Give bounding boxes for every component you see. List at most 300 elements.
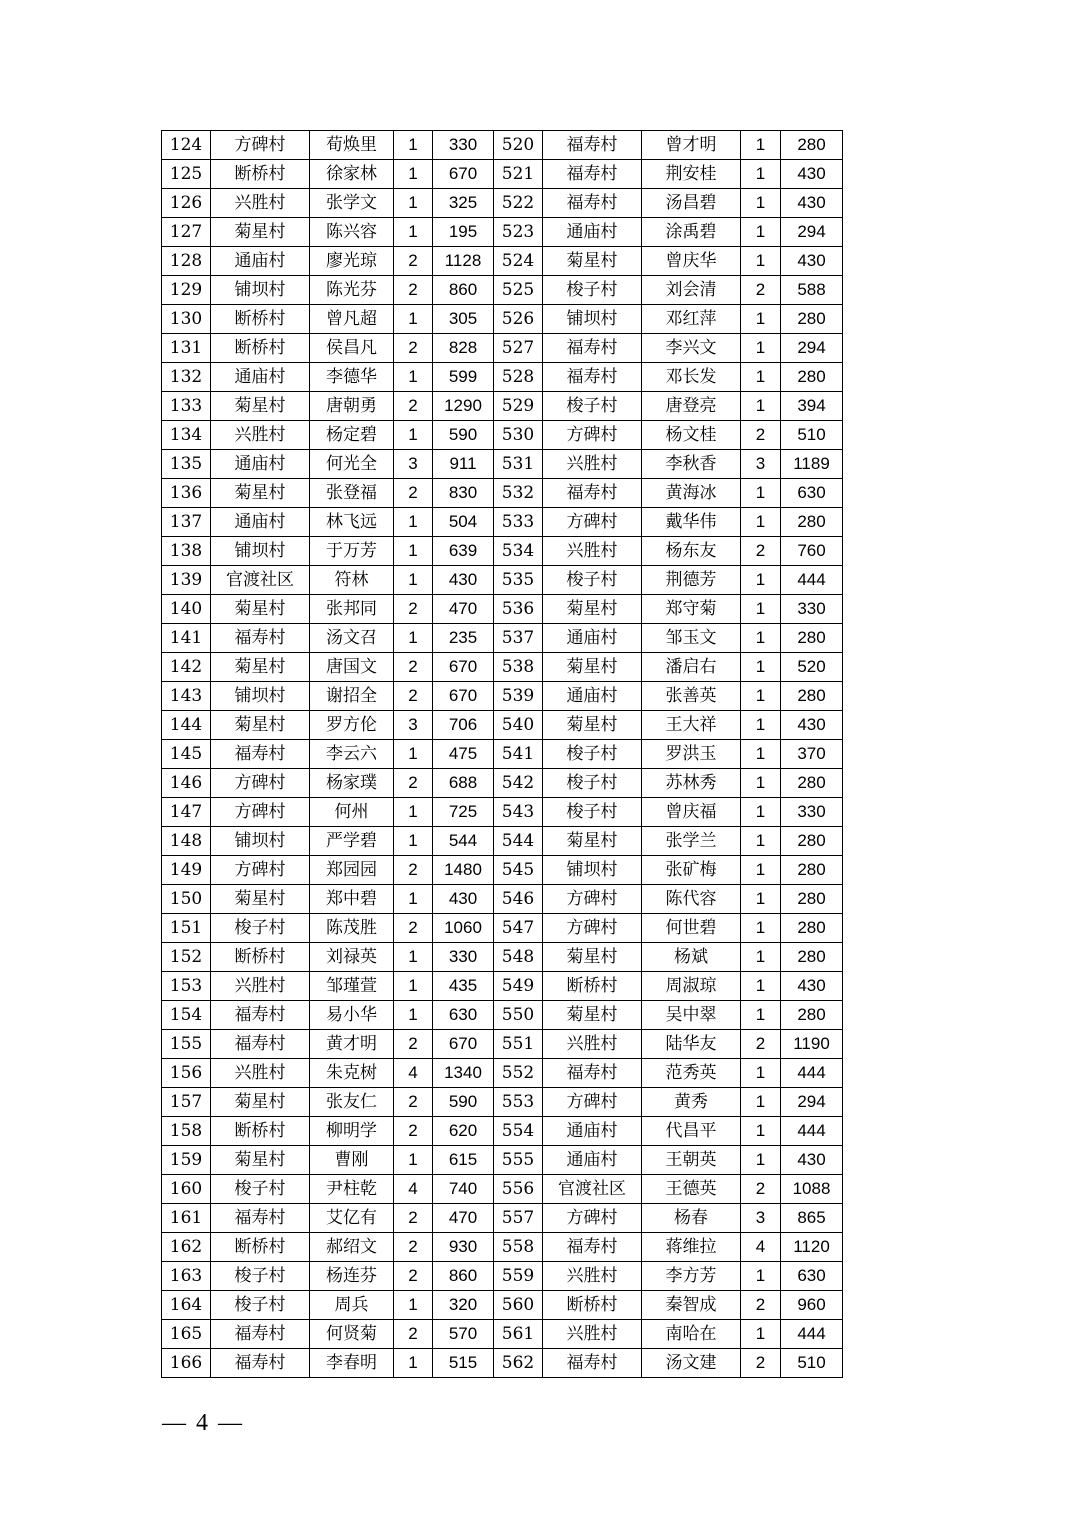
serial-number-cell: 522 xyxy=(494,189,543,218)
serial-number-cell: 561 xyxy=(494,1320,543,1349)
name-cell: 涂禹碧 xyxy=(642,218,741,247)
name-cell: 蒋维拉 xyxy=(642,1233,741,1262)
name-cell: 刘禄英 xyxy=(310,943,394,972)
amount-cell: 570 xyxy=(433,1320,494,1349)
name-cell: 曾才明 xyxy=(642,131,741,160)
name-cell: 戴华伟 xyxy=(642,508,741,537)
household-size-cell: 2 xyxy=(394,1233,433,1262)
serial-number-cell: 545 xyxy=(494,856,543,885)
amount-cell: 960 xyxy=(781,1291,843,1320)
village-cell: 菊星村 xyxy=(543,827,642,856)
name-cell: 杨东友 xyxy=(642,537,741,566)
name-cell: 李德华 xyxy=(310,363,394,392)
household-size-cell: 2 xyxy=(741,1291,781,1320)
household-size-cell: 1 xyxy=(394,131,433,160)
name-cell: 郑中碧 xyxy=(310,885,394,914)
table-row xyxy=(162,914,843,943)
serial-number-cell: 542 xyxy=(494,769,543,798)
name-cell: 代昌平 xyxy=(642,1117,741,1146)
household-size-cell: 1 xyxy=(394,363,433,392)
village-cell: 通庙村 xyxy=(211,508,310,537)
amount-cell: 1290 xyxy=(433,392,494,421)
serial-number-cell: 524 xyxy=(494,247,543,276)
village-cell: 方碑村 xyxy=(543,885,642,914)
serial-number-cell: 528 xyxy=(494,363,543,392)
household-size-cell: 1 xyxy=(741,334,781,363)
amount-cell: 588 xyxy=(781,276,843,305)
village-cell: 菊星村 xyxy=(543,595,642,624)
amount-cell: 430 xyxy=(781,247,843,276)
table-row xyxy=(162,276,843,305)
household-size-cell: 1 xyxy=(741,392,781,421)
household-size-cell: 2 xyxy=(394,247,433,276)
table-row xyxy=(162,624,843,653)
household-size-cell: 1 xyxy=(394,798,433,827)
village-cell: 方碑村 xyxy=(211,856,310,885)
serial-number-cell: 139 xyxy=(162,566,211,595)
serial-number-cell: 540 xyxy=(494,711,543,740)
amount-cell: 1088 xyxy=(781,1175,843,1204)
serial-number-cell: 541 xyxy=(494,740,543,769)
table-row xyxy=(162,856,843,885)
village-cell: 通庙村 xyxy=(543,1146,642,1175)
amount-cell: 280 xyxy=(781,769,843,798)
village-cell: 兴胜村 xyxy=(211,1059,310,1088)
name-cell: 邓红萍 xyxy=(642,305,741,334)
table-row xyxy=(162,1059,843,1088)
village-cell: 官渡社区 xyxy=(543,1175,642,1204)
name-cell: 荀焕里 xyxy=(310,131,394,160)
serial-number-cell: 149 xyxy=(162,856,211,885)
serial-number-cell: 146 xyxy=(162,769,211,798)
amount-cell: 630 xyxy=(781,1262,843,1291)
name-cell: 黄海冰 xyxy=(642,479,741,508)
household-size-cell: 2 xyxy=(741,1349,781,1378)
household-size-cell: 3 xyxy=(394,711,433,740)
amount-cell: 865 xyxy=(781,1204,843,1233)
serial-number-cell: 543 xyxy=(494,798,543,827)
village-cell: 铺坝村 xyxy=(211,827,310,856)
village-cell: 福寿村 xyxy=(211,1349,310,1378)
household-size-cell: 2 xyxy=(394,334,433,363)
serial-number-cell: 131 xyxy=(162,334,211,363)
household-size-cell: 1 xyxy=(394,1349,433,1378)
table-row xyxy=(162,392,843,421)
name-cell: 陈兴容 xyxy=(310,218,394,247)
serial-number-cell: 531 xyxy=(494,450,543,479)
village-cell: 兴胜村 xyxy=(211,972,310,1001)
amount-cell: 1480 xyxy=(433,856,494,885)
village-cell: 福寿村 xyxy=(543,479,642,508)
amount-cell: 688 xyxy=(433,769,494,798)
serial-number-cell: 147 xyxy=(162,798,211,827)
table-row xyxy=(162,1117,843,1146)
serial-number-cell: 133 xyxy=(162,392,211,421)
name-cell: 严学碧 xyxy=(310,827,394,856)
household-size-cell: 4 xyxy=(394,1175,433,1204)
household-size-cell: 1 xyxy=(394,827,433,856)
amount-cell: 325 xyxy=(433,189,494,218)
table-row xyxy=(162,566,843,595)
household-size-cell: 2 xyxy=(394,769,433,798)
village-cell: 菊星村 xyxy=(211,1146,310,1175)
serial-number-cell: 157 xyxy=(162,1088,211,1117)
household-size-cell: 1 xyxy=(741,1146,781,1175)
name-cell: 柳明学 xyxy=(310,1117,394,1146)
name-cell: 潘启右 xyxy=(642,653,741,682)
amount-cell: 280 xyxy=(781,885,843,914)
name-cell: 陈代容 xyxy=(642,885,741,914)
name-cell: 周兵 xyxy=(310,1291,394,1320)
household-size-cell: 1 xyxy=(394,885,433,914)
household-size-cell: 1 xyxy=(394,1146,433,1175)
amount-cell: 599 xyxy=(433,363,494,392)
serial-number-cell: 160 xyxy=(162,1175,211,1204)
village-cell: 菊星村 xyxy=(543,247,642,276)
village-cell: 通庙村 xyxy=(543,1117,642,1146)
name-cell: 李秋香 xyxy=(642,450,741,479)
name-cell: 秦智成 xyxy=(642,1291,741,1320)
village-cell: 铺坝村 xyxy=(543,856,642,885)
serial-number-cell: 562 xyxy=(494,1349,543,1378)
village-cell: 福寿村 xyxy=(211,1320,310,1349)
name-cell: 徐家林 xyxy=(310,160,394,189)
amount-cell: 280 xyxy=(781,856,843,885)
name-cell: 杨连芬 xyxy=(310,1262,394,1291)
amount-cell: 544 xyxy=(433,827,494,856)
amount-cell: 830 xyxy=(433,479,494,508)
name-cell: 邓长发 xyxy=(642,363,741,392)
name-cell: 陈光芬 xyxy=(310,276,394,305)
name-cell: 曹刚 xyxy=(310,1146,394,1175)
village-cell: 福寿村 xyxy=(211,1001,310,1030)
table-row xyxy=(162,1349,843,1378)
name-cell: 杨斌 xyxy=(642,943,741,972)
table-row xyxy=(162,1262,843,1291)
name-cell: 张学文 xyxy=(310,189,394,218)
village-cell: 兴胜村 xyxy=(543,1320,642,1349)
table-row xyxy=(162,1175,843,1204)
name-cell: 汤文召 xyxy=(310,624,394,653)
serial-number-cell: 553 xyxy=(494,1088,543,1117)
household-size-cell: 1 xyxy=(394,740,433,769)
name-cell: 张友仁 xyxy=(310,1088,394,1117)
village-cell: 福寿村 xyxy=(543,1233,642,1262)
name-cell: 易小华 xyxy=(310,1001,394,1030)
amount-cell: 330 xyxy=(781,798,843,827)
amount-cell: 294 xyxy=(781,1088,843,1117)
serial-number-cell: 126 xyxy=(162,189,211,218)
name-cell: 邹瑾萱 xyxy=(310,972,394,1001)
name-cell: 杨春 xyxy=(642,1204,741,1233)
serial-number-cell: 527 xyxy=(494,334,543,363)
table-row xyxy=(162,740,843,769)
village-cell: 梭子村 xyxy=(543,740,642,769)
serial-number-cell: 557 xyxy=(494,1204,543,1233)
serial-number-cell: 150 xyxy=(162,885,211,914)
amount-cell: 235 xyxy=(433,624,494,653)
household-size-cell: 3 xyxy=(394,450,433,479)
household-size-cell: 3 xyxy=(741,1204,781,1233)
serial-number-cell: 544 xyxy=(494,827,543,856)
serial-number-cell: 158 xyxy=(162,1117,211,1146)
page-number: — 4 — xyxy=(162,1410,244,1436)
name-cell: 罗洪玉 xyxy=(642,740,741,769)
table-row xyxy=(162,595,843,624)
serial-number-cell: 125 xyxy=(162,160,211,189)
serial-number-cell: 142 xyxy=(162,653,211,682)
household-size-cell: 1 xyxy=(741,1001,781,1030)
name-cell: 何光全 xyxy=(310,450,394,479)
household-size-cell: 1 xyxy=(394,1291,433,1320)
amount-cell: 630 xyxy=(433,1001,494,1030)
name-cell: 郑园园 xyxy=(310,856,394,885)
village-cell: 菊星村 xyxy=(211,653,310,682)
village-cell: 铺坝村 xyxy=(211,537,310,566)
amount-cell: 280 xyxy=(781,305,843,334)
serial-number-cell: 162 xyxy=(162,1233,211,1262)
amount-cell: 394 xyxy=(781,392,843,421)
serial-number-cell: 554 xyxy=(494,1117,543,1146)
name-cell: 谢招全 xyxy=(310,682,394,711)
name-cell: 李春明 xyxy=(310,1349,394,1378)
amount-cell: 280 xyxy=(781,682,843,711)
village-cell: 官渡社区 xyxy=(211,566,310,595)
village-cell: 铺坝村 xyxy=(543,305,642,334)
village-cell: 菊星村 xyxy=(543,943,642,972)
name-cell: 唐登亮 xyxy=(642,392,741,421)
amount-cell: 470 xyxy=(433,1204,494,1233)
serial-number-cell: 532 xyxy=(494,479,543,508)
name-cell: 吴中翠 xyxy=(642,1001,741,1030)
village-cell: 兴胜村 xyxy=(211,189,310,218)
amount-cell: 475 xyxy=(433,740,494,769)
name-cell: 郝绍文 xyxy=(310,1233,394,1262)
village-cell: 福寿村 xyxy=(211,740,310,769)
serial-number-cell: 129 xyxy=(162,276,211,305)
table-row xyxy=(162,334,843,363)
amount-cell: 504 xyxy=(433,508,494,537)
amount-cell: 444 xyxy=(781,566,843,595)
name-cell: 侯昌凡 xyxy=(310,334,394,363)
village-cell: 铺坝村 xyxy=(211,682,310,711)
amount-cell: 280 xyxy=(781,131,843,160)
name-cell: 汤文建 xyxy=(642,1349,741,1378)
household-size-cell: 1 xyxy=(741,1088,781,1117)
village-cell: 通庙村 xyxy=(211,363,310,392)
amount-cell: 670 xyxy=(433,682,494,711)
name-cell: 荆安桂 xyxy=(642,160,741,189)
household-size-cell: 2 xyxy=(394,479,433,508)
amount-cell: 670 xyxy=(433,160,494,189)
table-row xyxy=(162,1204,843,1233)
serial-number-cell: 132 xyxy=(162,363,211,392)
amount-cell: 280 xyxy=(781,624,843,653)
village-cell: 菊星村 xyxy=(543,1001,642,1030)
amount-cell: 740 xyxy=(433,1175,494,1204)
name-cell: 唐国文 xyxy=(310,653,394,682)
household-size-cell: 1 xyxy=(394,537,433,566)
name-cell: 黄秀 xyxy=(642,1088,741,1117)
amount-cell: 860 xyxy=(433,1262,494,1291)
village-cell: 方碑村 xyxy=(543,1088,642,1117)
amount-cell: 620 xyxy=(433,1117,494,1146)
household-size-cell: 2 xyxy=(394,1262,433,1291)
serial-number-cell: 163 xyxy=(162,1262,211,1291)
village-cell: 梭子村 xyxy=(543,392,642,421)
village-cell: 菊星村 xyxy=(211,479,310,508)
household-size-cell: 2 xyxy=(394,1320,433,1349)
serial-number-cell: 140 xyxy=(162,595,211,624)
village-cell: 福寿村 xyxy=(211,1030,310,1059)
table-row xyxy=(162,508,843,537)
household-size-cell: 1 xyxy=(741,653,781,682)
table-row xyxy=(162,682,843,711)
serial-number-cell: 166 xyxy=(162,1349,211,1378)
amount-cell: 444 xyxy=(781,1117,843,1146)
serial-number-cell: 159 xyxy=(162,1146,211,1175)
household-size-cell: 2 xyxy=(394,914,433,943)
village-cell: 断桥村 xyxy=(211,305,310,334)
serial-number-cell: 548 xyxy=(494,943,543,972)
name-cell: 朱克树 xyxy=(310,1059,394,1088)
village-cell: 梭子村 xyxy=(543,769,642,798)
serial-number-cell: 143 xyxy=(162,682,211,711)
village-cell: 通庙村 xyxy=(211,450,310,479)
name-cell: 苏林秀 xyxy=(642,769,741,798)
household-size-cell: 1 xyxy=(741,305,781,334)
table-row xyxy=(162,305,843,334)
amount-cell: 590 xyxy=(433,421,494,450)
village-cell: 铺坝村 xyxy=(211,276,310,305)
village-cell: 通庙村 xyxy=(211,247,310,276)
amount-cell: 430 xyxy=(781,1146,843,1175)
household-size-cell: 2 xyxy=(394,653,433,682)
village-cell: 菊星村 xyxy=(211,711,310,740)
serial-number-cell: 526 xyxy=(494,305,543,334)
serial-number-cell: 546 xyxy=(494,885,543,914)
name-cell: 荆德芳 xyxy=(642,566,741,595)
name-cell: 杨定碧 xyxy=(310,421,394,450)
name-cell: 黄才明 xyxy=(310,1030,394,1059)
name-cell: 曾庆福 xyxy=(642,798,741,827)
serial-number-cell: 520 xyxy=(494,131,543,160)
amount-cell: 430 xyxy=(433,885,494,914)
household-size-cell: 1 xyxy=(741,943,781,972)
amount-cell: 430 xyxy=(781,189,843,218)
amount-cell: 430 xyxy=(781,711,843,740)
table-row xyxy=(162,479,843,508)
village-cell: 梭子村 xyxy=(543,276,642,305)
table-row xyxy=(162,421,843,450)
amount-cell: 1190 xyxy=(781,1030,843,1059)
household-size-cell: 1 xyxy=(394,189,433,218)
serial-number-cell: 154 xyxy=(162,1001,211,1030)
household-size-cell: 1 xyxy=(741,1320,781,1349)
household-size-cell: 1 xyxy=(394,624,433,653)
name-cell: 李兴文 xyxy=(642,334,741,363)
village-cell: 福寿村 xyxy=(543,189,642,218)
table-row xyxy=(162,1320,843,1349)
village-cell: 断桥村 xyxy=(543,972,642,1001)
name-cell: 林飞远 xyxy=(310,508,394,537)
household-size-cell: 1 xyxy=(741,160,781,189)
household-size-cell: 2 xyxy=(741,1175,781,1204)
household-size-cell: 2 xyxy=(394,682,433,711)
amount-cell: 615 xyxy=(433,1146,494,1175)
name-cell: 罗方伦 xyxy=(310,711,394,740)
village-cell: 兴胜村 xyxy=(543,1262,642,1291)
serial-number-cell: 535 xyxy=(494,566,543,595)
household-size-cell: 1 xyxy=(741,740,781,769)
amount-cell: 430 xyxy=(781,972,843,1001)
name-cell: 南哈在 xyxy=(642,1320,741,1349)
household-size-cell: 1 xyxy=(741,798,781,827)
household-size-cell: 1 xyxy=(394,943,433,972)
village-cell: 方碑村 xyxy=(211,769,310,798)
serial-number-cell: 124 xyxy=(162,131,211,160)
serial-number-cell: 521 xyxy=(494,160,543,189)
name-cell: 曾庆华 xyxy=(642,247,741,276)
amount-cell: 470 xyxy=(433,595,494,624)
village-cell: 福寿村 xyxy=(211,624,310,653)
name-cell: 郑守菊 xyxy=(642,595,741,624)
amount-cell: 911 xyxy=(433,450,494,479)
household-size-cell: 1 xyxy=(394,1001,433,1030)
name-cell: 邹玉文 xyxy=(642,624,741,653)
amount-cell: 590 xyxy=(433,1088,494,1117)
village-cell: 福寿村 xyxy=(543,1349,642,1378)
table-row xyxy=(162,363,843,392)
table-row xyxy=(162,1030,843,1059)
amount-cell: 280 xyxy=(781,508,843,537)
serial-number-cell: 151 xyxy=(162,914,211,943)
village-cell: 菊星村 xyxy=(543,653,642,682)
village-cell: 福寿村 xyxy=(543,334,642,363)
serial-number-cell: 537 xyxy=(494,624,543,653)
village-cell: 断桥村 xyxy=(211,1117,310,1146)
amount-cell: 670 xyxy=(433,1030,494,1059)
table-row xyxy=(162,943,843,972)
amount-cell: 1189 xyxy=(781,450,843,479)
serial-number-cell: 152 xyxy=(162,943,211,972)
serial-number-cell: 538 xyxy=(494,653,543,682)
serial-number-cell: 165 xyxy=(162,1320,211,1349)
village-cell: 福寿村 xyxy=(543,131,642,160)
household-size-cell: 1 xyxy=(741,914,781,943)
household-size-cell: 1 xyxy=(741,827,781,856)
amount-cell: 1128 xyxy=(433,247,494,276)
table-row xyxy=(162,798,843,827)
village-cell: 兴胜村 xyxy=(543,1030,642,1059)
serial-number-cell: 536 xyxy=(494,595,543,624)
amount-cell: 706 xyxy=(433,711,494,740)
amount-cell: 280 xyxy=(781,914,843,943)
village-cell: 兴胜村 xyxy=(543,537,642,566)
name-cell: 王朝英 xyxy=(642,1146,741,1175)
table-row xyxy=(162,972,843,1001)
serial-number-cell: 144 xyxy=(162,711,211,740)
village-cell: 方碑村 xyxy=(543,914,642,943)
village-cell: 梭子村 xyxy=(211,1175,310,1204)
serial-number-cell: 549 xyxy=(494,972,543,1001)
name-cell: 张善英 xyxy=(642,682,741,711)
serial-number-cell: 558 xyxy=(494,1233,543,1262)
serial-number-cell: 551 xyxy=(494,1030,543,1059)
table-row xyxy=(162,160,843,189)
name-cell: 艾亿有 xyxy=(310,1204,394,1233)
serial-number-cell: 137 xyxy=(162,508,211,537)
